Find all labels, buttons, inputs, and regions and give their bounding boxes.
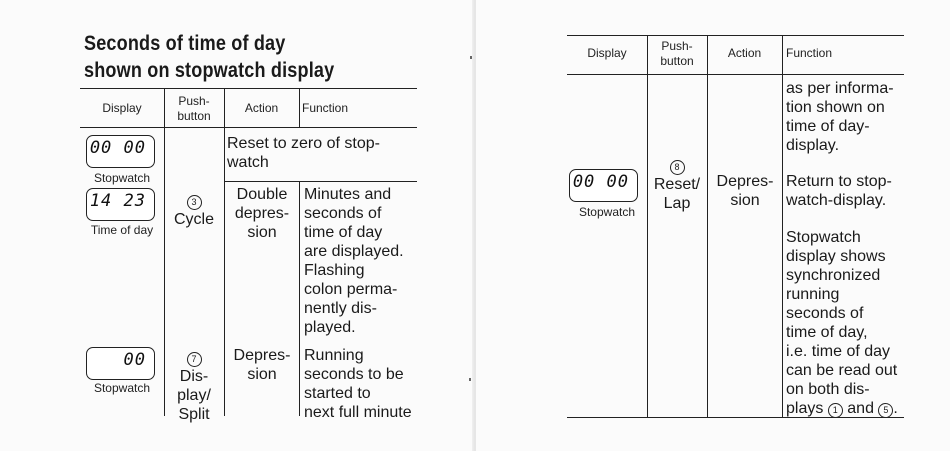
circled-number: 3 — [187, 195, 202, 210]
row-rule — [224, 181, 417, 182]
circled-number: 5 — [878, 403, 893, 418]
button-label: Cycle — [173, 211, 214, 228]
period: . — [893, 400, 898, 417]
display-caption: Stopwatch — [578, 205, 636, 219]
stopwatch-display-icon — [86, 347, 155, 380]
push-button-3 — [164, 191, 224, 229]
header-push-button: Push- button — [177, 94, 211, 123]
right-page — [476, 0, 950, 451]
and-word: and — [847, 400, 874, 417]
push-button-7 — [164, 348, 224, 424]
table-top-rule — [567, 35, 904, 36]
header-rule — [80, 127, 417, 128]
title-line-1: Seconds of time of day — [84, 32, 286, 55]
time-of-day-display-icon — [86, 188, 155, 221]
title-line-2: shown on stopwatch display — [84, 59, 335, 82]
button-label: Reset/ Lap — [653, 176, 701, 212]
circled-number: 8 — [670, 160, 685, 175]
table-top-rule — [80, 88, 417, 89]
display-digits: 00 — [123, 350, 146, 370]
stopwatch-display-icon — [569, 169, 638, 202]
header-function: Function — [302, 101, 349, 115]
display-caption: Stopwatch — [93, 171, 151, 185]
action-text: Depres- sion — [233, 347, 291, 383]
column-divider — [647, 35, 648, 417]
stopwatch-display-icon — [86, 135, 155, 168]
page-title — [84, 30, 402, 84]
column-divider — [707, 35, 708, 417]
function-text: Minutes and seconds of time of day are displayed. Flashing colon perma- nently dis- played. — [304, 186, 404, 336]
header-push-button: Push- button — [660, 39, 694, 68]
button-label: Dis- play/ Split — [177, 368, 211, 423]
paper-speck — [470, 56, 472, 59]
function-body: Stopwatch display shows synchronized running seconds of time of day, i.e. time of day can be read out on both dis- plays — [786, 229, 898, 417]
left-page — [0, 0, 474, 451]
push-button-8 — [647, 156, 707, 213]
header-display: Display — [102, 101, 142, 115]
header-display: Display — [587, 46, 627, 60]
circled-number: 1 — [828, 403, 843, 418]
function-continued-text: as per informa- tion shown on time of day- display. — [786, 80, 894, 154]
display-digits: 14 23 — [89, 191, 146, 211]
display-digits: 00 00 — [572, 172, 629, 192]
function-text — [786, 228, 911, 418]
paper-speck — [469, 378, 471, 381]
column-divider — [299, 181, 300, 416]
display-caption: Stopwatch — [93, 381, 151, 395]
column-divider — [224, 88, 225, 416]
header-rule — [567, 74, 904, 75]
reset-description: Reset to zero of stop- watch — [227, 135, 380, 171]
column-divider — [299, 88, 300, 127]
column-divider — [782, 35, 783, 417]
function-text: Return to stop- watch-display. — [786, 173, 892, 209]
action-text: Double depres- sion — [234, 186, 290, 241]
circled-number: 7 — [187, 352, 202, 367]
display-caption: Time of day — [90, 223, 154, 237]
header-action: Action — [244, 101, 279, 115]
header-function: Function — [786, 46, 833, 60]
function-text: Running seconds to be started to next full minute — [304, 347, 412, 421]
header-action: Action — [727, 46, 762, 60]
action-text: Depres- sion — [716, 173, 774, 209]
display-digits: 00 00 — [89, 138, 146, 158]
